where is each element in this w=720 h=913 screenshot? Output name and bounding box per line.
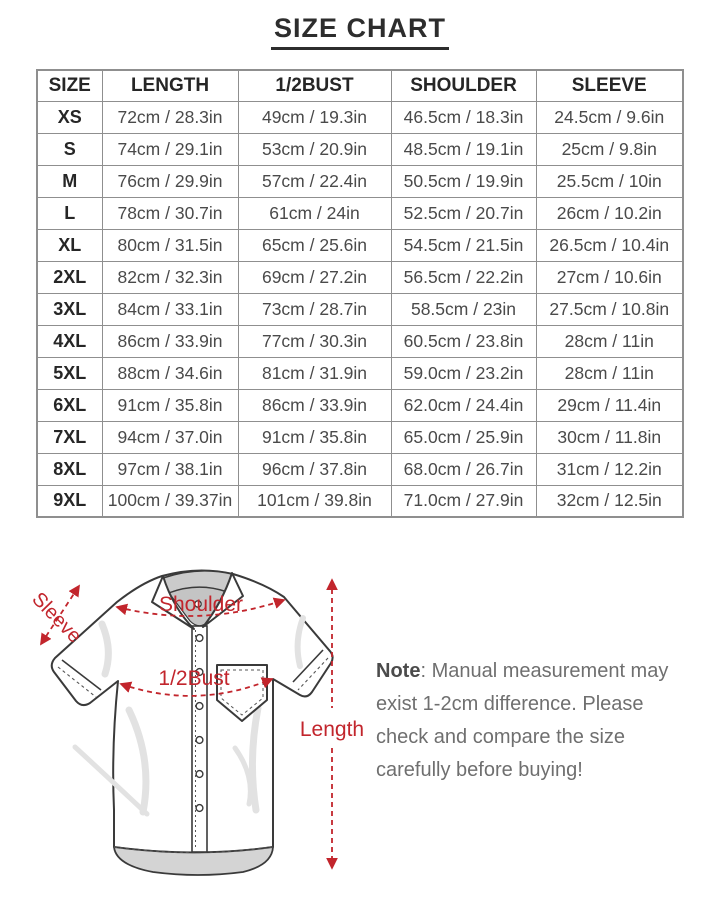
measurement-cell: 88cm / 34.6in: [102, 357, 238, 389]
measurement-cell: 49cm / 19.3in: [238, 101, 391, 133]
measurement-cell: 96cm / 37.8in: [238, 453, 391, 485]
sleeve-label: Sleeve: [27, 588, 86, 648]
column-header: SLEEVE: [536, 70, 683, 101]
measurement-cell: 78cm / 30.7in: [102, 197, 238, 229]
measurement-cell: 71.0cm / 27.9in: [391, 485, 536, 517]
size-cell: L: [37, 197, 102, 229]
column-header: SIZE: [37, 70, 102, 101]
table-row: [37, 389, 683, 421]
size-cell: 7XL: [37, 421, 102, 453]
measurement-cell: 48.5cm / 19.1in: [391, 133, 536, 165]
table-row: [37, 133, 683, 165]
shirt-diagram: [5, 560, 370, 890]
column-header: LENGTH: [102, 70, 238, 101]
measurement-cell: 68.0cm / 26.7in: [391, 453, 536, 485]
measurement-cell: 65cm / 25.6in: [238, 229, 391, 261]
measurement-cell: 28cm / 11in: [536, 357, 683, 389]
button: [196, 703, 203, 710]
size-cell: 8XL: [37, 453, 102, 485]
length-label: Length: [299, 718, 365, 741]
measurement-cell: 77cm / 30.3in: [238, 325, 391, 357]
measurement-cell: 29cm / 11.4in: [536, 389, 683, 421]
measurement-cell: 53cm / 20.9in: [238, 133, 391, 165]
button: [196, 635, 203, 642]
size-cell: XL: [37, 229, 102, 261]
size-cell: XS: [37, 101, 102, 133]
table-row: [37, 197, 683, 229]
note-text: [376, 655, 700, 787]
measurement-cell: 30cm / 11.8in: [536, 421, 683, 453]
measurement-cell: 72cm / 28.3in: [102, 101, 238, 133]
size-cell: S: [37, 133, 102, 165]
bust-label: 1/2Bust: [158, 667, 230, 690]
measurement-cell: 97cm / 38.1in: [102, 453, 238, 485]
measurement-cell: 82cm / 32.3in: [102, 261, 238, 293]
measurement-cell: 54.5cm / 21.5in: [391, 229, 536, 261]
size-cell: 9XL: [37, 485, 102, 517]
page-title-text: SIZE CHART: [271, 13, 449, 50]
measurement-cell: 69cm / 27.2in: [238, 261, 391, 293]
measurement-cell: 84cm / 33.1in: [102, 293, 238, 325]
size-cell: 5XL: [37, 357, 102, 389]
measurement-cell: 25.5cm / 10in: [536, 165, 683, 197]
column-header: 1/2BUST: [238, 70, 391, 101]
table-row: [37, 453, 683, 485]
table-row: [37, 261, 683, 293]
size-table: [36, 69, 684, 518]
column-header: SHOULDER: [391, 70, 536, 101]
measurement-cell: 81cm / 31.9in: [238, 357, 391, 389]
table-row: [37, 165, 683, 197]
measurement-cell: 25cm / 9.8in: [536, 133, 683, 165]
measurement-cell: 91cm / 35.8in: [238, 421, 391, 453]
measurement-cell: 59.0cm / 23.2in: [391, 357, 536, 389]
measurement-cell: 73cm / 28.7in: [238, 293, 391, 325]
measurement-cell: 91cm / 35.8in: [102, 389, 238, 421]
button: [196, 737, 203, 744]
table-row: [37, 293, 683, 325]
measurement-cell: 60.5cm / 23.8in: [391, 325, 536, 357]
measurement-cell: 31cm / 12.2in: [536, 453, 683, 485]
size-cell: 2XL: [37, 261, 102, 293]
measurement-cell: 57cm / 22.4in: [238, 165, 391, 197]
table-row: [37, 101, 683, 133]
measurement-cell: 28cm / 11in: [536, 325, 683, 357]
measurement-cell: 56.5cm / 22.2in: [391, 261, 536, 293]
measurement-cell: 26.5cm / 10.4in: [536, 229, 683, 261]
note-body: : Manual measurement may exist 1-2cm difference. Please check and compare the size carefully before buying!: [376, 660, 669, 781]
measurement-cell: 94cm / 37.0in: [102, 421, 238, 453]
page-title: [0, 0, 720, 50]
measurement-cell: 58.5cm / 23in: [391, 293, 536, 325]
measurement-cell: 86cm / 33.9in: [102, 325, 238, 357]
measurement-cell: 62.0cm / 24.4in: [391, 389, 536, 421]
measurement-cell: 26cm / 10.2in: [536, 197, 683, 229]
measurement-cell: 101cm / 39.8in: [238, 485, 391, 517]
measurement-cell: 65.0cm / 25.9in: [391, 421, 536, 453]
note-label: Note: [376, 660, 421, 682]
table-row: [37, 421, 683, 453]
measurement-cell: 52.5cm / 20.7in: [391, 197, 536, 229]
table-row: [37, 357, 683, 389]
size-cell: 4XL: [37, 325, 102, 357]
table-body: [37, 101, 683, 517]
measurement-cell: 27.5cm / 10.8in: [536, 293, 683, 325]
table-row: [37, 485, 683, 517]
table-row: [37, 325, 683, 357]
table-header-row: [37, 70, 683, 101]
measurement-cell: 46.5cm / 18.3in: [391, 101, 536, 133]
measurement-cell: 76cm / 29.9in: [102, 165, 238, 197]
measurement-cell: 24.5cm / 9.6in: [536, 101, 683, 133]
measurement-cell: 32cm / 12.5in: [536, 485, 683, 517]
table-row: [37, 229, 683, 261]
measurement-guide-section: [0, 560, 720, 913]
shoulder-label: Shoulder: [158, 593, 244, 616]
measurement-cell: 27cm / 10.6in: [536, 261, 683, 293]
size-cell: M: [37, 165, 102, 197]
size-cell: 6XL: [37, 389, 102, 421]
size-cell: 3XL: [37, 293, 102, 325]
button: [196, 805, 203, 812]
button: [196, 771, 203, 778]
measurement-cell: 61cm / 24in: [238, 197, 391, 229]
shirt-illustration: [5, 560, 370, 890]
measurement-cell: 74cm / 29.1in: [102, 133, 238, 165]
measurement-cell: 80cm / 31.5in: [102, 229, 238, 261]
measurement-cell: 86cm / 33.9in: [238, 389, 391, 421]
measurement-cell: 50.5cm / 19.9in: [391, 165, 536, 197]
measurement-cell: 100cm / 39.37in: [102, 485, 238, 517]
